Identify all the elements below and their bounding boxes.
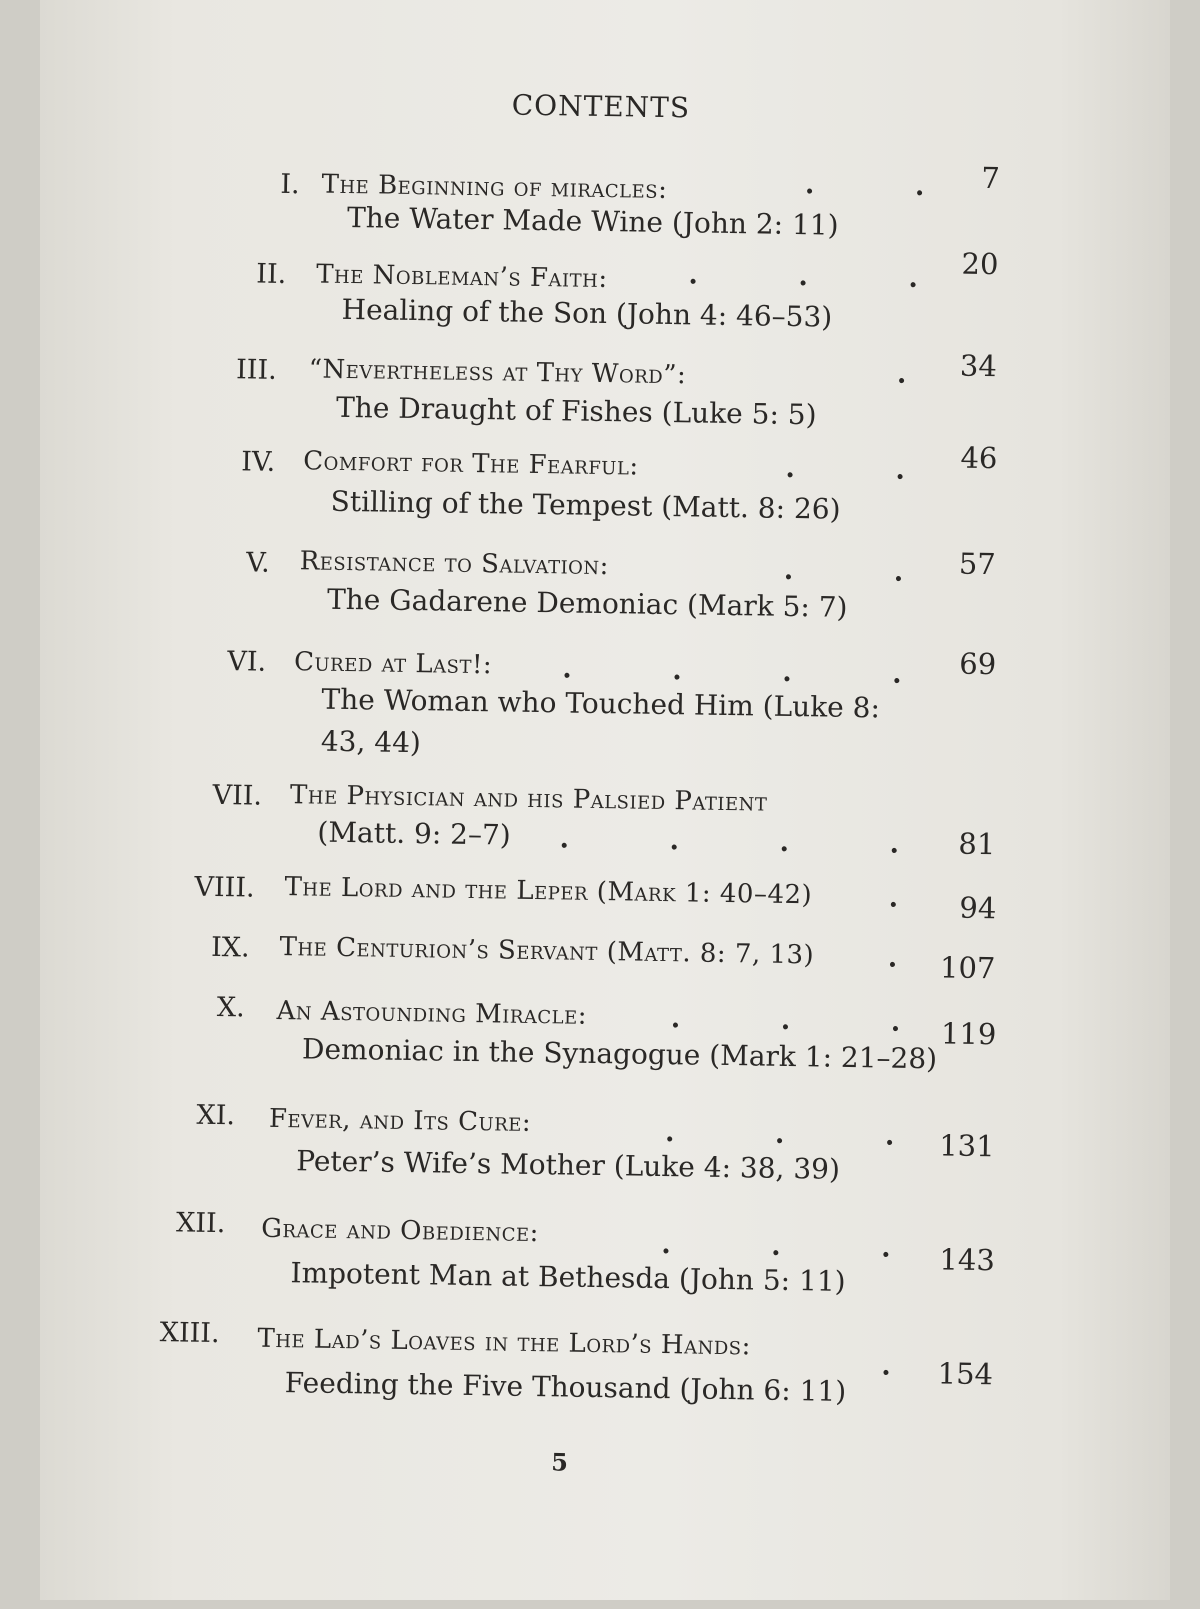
entry-numeral: III. (235, 354, 277, 386)
entry-numeral: V. (246, 547, 270, 579)
entry-numeral: I. (280, 168, 300, 201)
leader-dots: . . . (664, 1117, 895, 1152)
entry-page: 94 (959, 890, 997, 926)
book-page (40, 0, 1170, 1600)
entry-title: The Nobleman’s Faith: (315, 259, 608, 295)
leader-dots: . . . (661, 1229, 891, 1264)
entry-subtitle: Feeding the Five Thousand (John 6: 11) (284, 1366, 847, 1408)
entry-numeral: VII. (212, 779, 263, 812)
entry-page: 69 (959, 646, 997, 682)
entry-numeral: VI. (227, 646, 267, 678)
leader-dots: . . (804, 169, 925, 203)
entry-title: Grace and Obedience: (260, 1213, 540, 1249)
entry-title: The Centurion’s Servant (Matt. 8: 7, 13) (279, 931, 815, 971)
entry-numeral: XI. (196, 1099, 236, 1132)
entry-subtitle: Healing of the Son (John 4: 46–53) (341, 292, 833, 334)
entry-subtitle: Demoniac in the Synagogue (Mark 1: 21–28) (301, 1032, 938, 1076)
entry-subtitle: The Woman who Touched Him (Luke 8: (321, 682, 881, 725)
entry-page: 119 (940, 1016, 997, 1052)
entry-subtitle: The Draught of Fishes (Luke 5: 5) (335, 390, 817, 432)
leader-dots: . . . (670, 1003, 901, 1038)
entry-subtitle: The Water Made Wine (John 2: 11) (346, 200, 839, 242)
entry-title: Fever, and Its Cure: (268, 1103, 532, 1138)
entry-numeral: VIII. (194, 871, 255, 904)
entry-title: The Beginning of miracles: (321, 169, 668, 205)
entry-page: 143 (939, 1242, 996, 1278)
entry-page: 46 (960, 440, 998, 476)
entry-subtitle: (Matt. 9: 2–7) (317, 815, 511, 852)
entry-subtitle: The Gadarene Demoniac (Mark 5: 7) (326, 582, 848, 624)
entry-page: 81 (958, 826, 996, 862)
entry-title: The Physician and his Palsied Patient (289, 780, 768, 818)
entry-title: An Astounding Miracle: (276, 995, 588, 1031)
entry-page: 107 (939, 950, 996, 986)
leader-dots: . . . . (559, 823, 900, 860)
entry-title: The Lord and the Leper (Mark 1: 40–42) (284, 872, 813, 911)
leader-dots: . (887, 942, 898, 974)
entry-numeral: XIII. (159, 1317, 220, 1350)
entry-numeral: X. (216, 992, 245, 1024)
entry-page: 7 (981, 160, 1001, 196)
entry-page: 34 (959, 348, 998, 384)
entry-title: The Lad’s Loaves in the Lord’s Hands: (257, 1323, 752, 1362)
leader-dots: . (881, 1350, 892, 1382)
leader-dots: . . (783, 554, 904, 588)
entry-page: 57 (958, 546, 997, 582)
page-number: 5 (551, 1447, 569, 1477)
leader-dots: . (888, 882, 899, 914)
entry-numeral: XII. (175, 1207, 226, 1240)
entry-title: Cured at Last!: (293, 647, 493, 681)
leader-dots: . (896, 358, 907, 390)
entry-subtitle: Impotent Man at Bethesda (John 5: 11) (290, 1256, 846, 1298)
page-heading: CONTENTS (511, 88, 691, 125)
contents-block (28, 0, 1183, 1609)
entry-numeral: II. (256, 258, 287, 291)
entry-page: 131 (938, 1128, 995, 1164)
entry-subtitle: Peter’s Wife’s Mother (Luke 4: 38, 39) (296, 1144, 841, 1186)
entry-subtitle: Stilling of the Tempest (Matt. 8: 26) (330, 484, 841, 526)
entry-title: “Nevertheless at Thy Word”: (308, 354, 687, 391)
leader-dots: . . (785, 452, 906, 486)
entry-title: Comfort for The Fearful: (303, 446, 639, 482)
entry-page: 154 (937, 1356, 994, 1392)
leader-dots: . . . . (562, 653, 902, 690)
entry-numeral: IV. (240, 446, 276, 478)
entry-subtitle-continued: 43, 44) (320, 724, 422, 760)
entry-title: Resistance to Salvation: (299, 546, 610, 582)
entry-page: 20 (961, 246, 999, 282)
leader-dots: . . . (688, 259, 919, 294)
entry-numeral: IX. (210, 931, 250, 964)
